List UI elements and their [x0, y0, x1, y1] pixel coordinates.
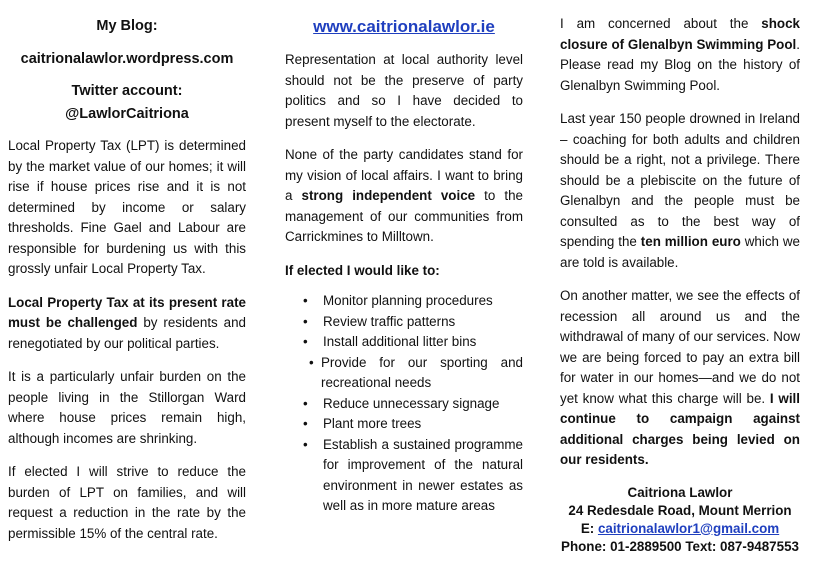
contact-email-line [560, 520, 800, 538]
bullet-icon: • [303, 293, 308, 308]
bullet-icon: • [303, 334, 308, 349]
bullet-icon: • [303, 416, 308, 431]
twitter-handle[interactable]: @LawlorCaitriona [65, 105, 189, 122]
ten-million-bold: ten million euro [640, 234, 741, 249]
bullet-icon: • [303, 436, 308, 452]
lpt-paragraph: Local Property Tax (LPT) is determined by the market value of our homes; it will rise if house prices rise and it is not determined by income or salary thresholds. Fine Gael and Labour are responsible for burdening us with this grossly unfair Local Property Tax. [8, 138, 246, 276]
list-item: • Install additional litter bins [285, 332, 523, 353]
column-middle [285, 0, 523, 517]
twitter-label: Twitter account: [71, 83, 183, 99]
list-item: • Monitor planning procedures [285, 291, 523, 312]
bullet-icon: • [309, 354, 314, 370]
blog-url[interactable]: caitrionalawlor.wordpress.com [20, 50, 234, 67]
list-item: • Review traffic patterns [285, 312, 523, 333]
bullet-icon: • [303, 313, 308, 329]
contact-block [560, 484, 800, 556]
vision-text-a: None of the party candidates stand for my vision of local affairs. I want to bring a [285, 147, 523, 203]
glenalbyn-paragraph [560, 14, 800, 96]
drowning-paragraph [560, 109, 800, 273]
vision-text-b: to the management of our communities from Carrickmines to Milltown. [285, 188, 523, 244]
priorities-list [285, 291, 523, 517]
reduce-lpt-paragraph: If elected I will strive to reduce the burden of LPT on families, and will request a reduction in the rate by the permissible 15% of the central rate. [8, 464, 246, 541]
list-heading: If elected I would like to: [285, 262, 440, 278]
contact-name: Caitriona Lawlor [627, 484, 733, 500]
vision-paragraph [285, 145, 523, 248]
drowning-text-b: which we are told is available. [560, 234, 800, 270]
drowning-text-a: Last year 150 people drowned in Ireland – coaching for both adults and children should be a right, not a privilege. There should be a plebiscite on the future of Glenalbyn and the people must be consulted as to the best way of spending the [560, 111, 800, 249]
list-item: • Reduce unnecessary signage [285, 394, 523, 415]
water-charges-paragraph [560, 286, 800, 471]
contact-phone: Phone: 01-2889500 Text: 087-9487553 [561, 538, 799, 554]
independent-voice-bold: strong independent voice [301, 188, 476, 203]
list-item: • Establish a sustained programme for improvement of the natural environment in newer estates as well as in more mature areas [303, 436, 523, 513]
contact-address: 24 Redesdale Road, Mount Merrion [568, 502, 792, 518]
representation-paragraph: Representation at local authority level should not be the preserve of party politics and so I have decided to present myself to the electorate. [285, 52, 523, 129]
stillorgan-paragraph: It is a particularly unfair burden on the people living in the Stillorgan Ward where house prices remain high, although incomes are shrinking. [8, 369, 246, 446]
water-text: On another matter, we see the effects of recession all around us and the withdrawal of many of our services. Now we are being forced to pay an extra bill for water in our homes—and we do not yet know what this charge will be. [560, 288, 800, 406]
column-right [560, 0, 800, 556]
glenalbyn-text-a: I am concerned about the [560, 16, 762, 31]
list-item: • Plant more trees [285, 414, 523, 435]
lpt-challenge-bold: Local Property Tax at its present rate must be challenged [8, 294, 246, 330]
glenalbyn-text-b: . Please read my Blog on the history of Glenalbyn Swimming Pool. [560, 36, 800, 93]
campaign-bold: I will continue to campaign against additional charges being levied on our residents. [560, 390, 800, 467]
pool-closure-bold: shock closure of Glenalbyn Swimming Pool [560, 16, 800, 52]
list-item: • Provide for our sporting and recreational needs [309, 354, 523, 390]
blog-label: My Blog: [96, 18, 158, 34]
website-url[interactable]: www.caitrionalawlor.ie [313, 17, 495, 36]
email-link[interactable]: caitrionalawlor1@gmail.com [597, 520, 780, 536]
lpt-challenge-rest: by residents and renegotiated by our political parties. [8, 315, 247, 351]
website-link[interactable] [285, 16, 523, 38]
lpt-challenge-paragraph [8, 293, 246, 355]
column-left [8, 0, 246, 544]
email-label: E: [580, 520, 598, 536]
bullet-icon: • [303, 395, 308, 411]
